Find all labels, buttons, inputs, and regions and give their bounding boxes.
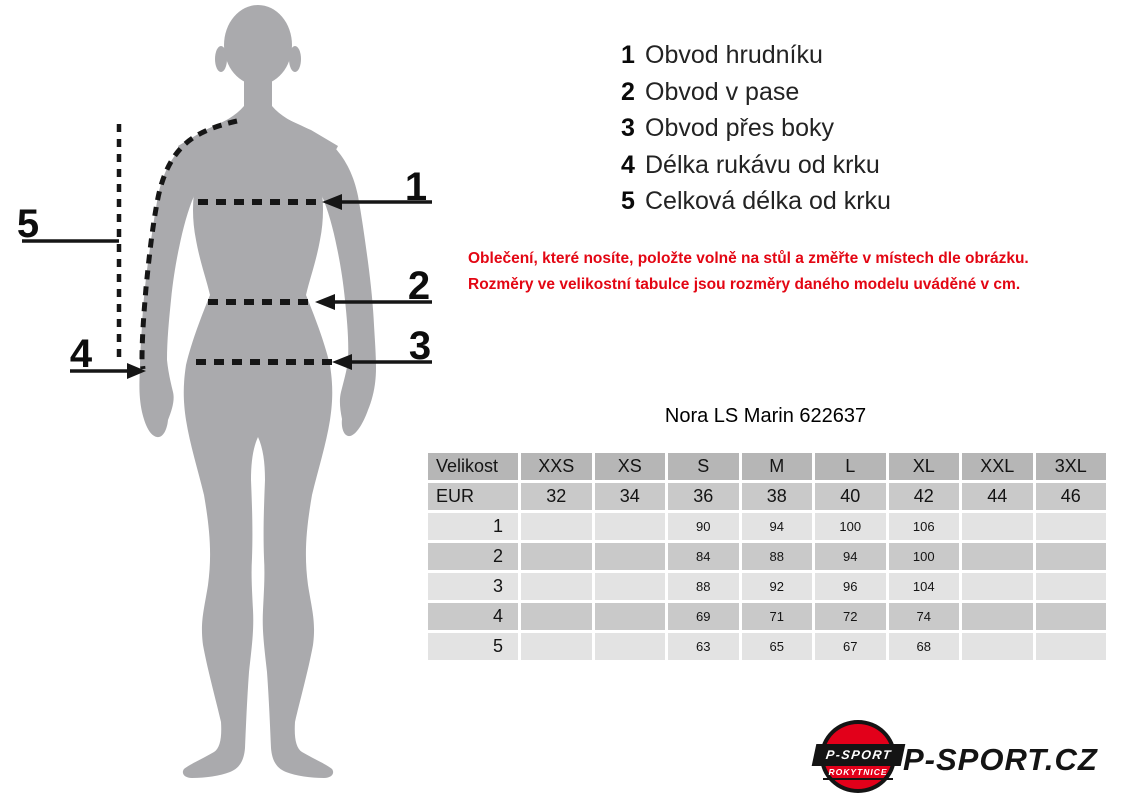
header-size: L (814, 452, 888, 482)
product-title: Nora LS Marin 622637 (664, 405, 867, 427)
cell: 63 (667, 632, 741, 662)
cell: 84 (667, 542, 741, 572)
row-label: 5 (427, 632, 520, 662)
eur-row (427, 482, 1108, 512)
cell: 100 (814, 512, 888, 542)
cell (1034, 572, 1108, 602)
measure-row-5 (427, 632, 1108, 662)
cell: 90 (667, 512, 741, 542)
measuring-instructions-note (468, 246, 1123, 297)
cell: 88 (667, 572, 741, 602)
cell: 104 (887, 572, 961, 602)
cell: 68 (887, 632, 961, 662)
eur-value: 36 (667, 482, 741, 512)
female-body-silhouette (139, 5, 376, 778)
cell: 88 (740, 542, 814, 572)
header-size: XL (887, 452, 961, 482)
cell (961, 512, 1035, 542)
header-size: XXL (961, 452, 1035, 482)
row-label: 2 (427, 542, 520, 572)
header-size: XXS (520, 452, 594, 482)
header-size: 3XL (1034, 452, 1108, 482)
measure-row-3 (427, 572, 1108, 602)
measurement-diagram (0, 0, 470, 794)
cell (961, 602, 1035, 632)
cell: 96 (814, 572, 888, 602)
legend-label: Obvod přes boky (645, 114, 834, 142)
cell (593, 602, 667, 632)
header-size: M (740, 452, 814, 482)
cell: 72 (814, 602, 888, 632)
cell (593, 572, 667, 602)
measurement-legend (621, 37, 891, 220)
row-label: 4 (427, 602, 520, 632)
cell: 94 (814, 542, 888, 572)
measure-label-waist: 2 (407, 264, 431, 308)
size-table (425, 450, 1109, 663)
row-label: 3 (427, 572, 520, 602)
cell: 94 (740, 512, 814, 542)
legend-item-chest (621, 37, 891, 74)
header-size: XS (593, 452, 667, 482)
psport-badge-text: P-SPORT (824, 748, 893, 762)
header-velikost: Velikost (427, 452, 520, 482)
legend-label: Délka rukávu od krku (645, 150, 880, 179)
size-chart (425, 404, 1106, 663)
silhouette-torso-legs (178, 106, 338, 778)
cell: 106 (887, 512, 961, 542)
measure-row-2 (427, 542, 1108, 572)
cell: 74 (887, 602, 961, 632)
cell (961, 632, 1035, 662)
cell: 92 (740, 572, 814, 602)
measure-label-hips: 3 (408, 324, 432, 368)
measure-label-length: 5 (16, 202, 40, 246)
measure-label-chest: 1 (404, 165, 428, 209)
row-label: 1 (427, 512, 520, 542)
cell (961, 572, 1035, 602)
eur-value: 46 (1034, 482, 1108, 512)
eur-value: 44 (961, 482, 1035, 512)
psport-badge-subtext: ROKYTNICE (823, 767, 893, 780)
legend-label: Celková délka od krku (645, 187, 891, 215)
hips-arrow-icon (332, 354, 352, 370)
cell: 69 (667, 602, 741, 632)
cell (593, 512, 667, 542)
note-line-1: Oblečení, které nosíte, položte volně na stůl a změřte v místech dle obrázku. (468, 250, 1029, 267)
waist-arrow-icon (315, 294, 335, 310)
cell: 67 (814, 632, 888, 662)
legend-num: 5 (621, 187, 635, 215)
cell (961, 542, 1035, 572)
header-size: S (667, 452, 741, 482)
legend-num: 4 (621, 150, 635, 179)
measure-row-4 (427, 602, 1108, 632)
legend-item-waist (621, 74, 891, 111)
eur-value: 42 (887, 482, 961, 512)
eur-value: 32 (520, 482, 594, 512)
cell: 71 (740, 602, 814, 632)
legend-item-length (621, 183, 891, 220)
measure-label-sleeve: 4 (69, 332, 93, 376)
legend-item-sleeve (621, 147, 891, 184)
legend-num: 3 (621, 114, 635, 142)
measure-row-1 (427, 512, 1108, 542)
eur-label: EUR (427, 482, 520, 512)
eur-value: 40 (814, 482, 888, 512)
cell (520, 572, 594, 602)
silhouette-neck (244, 66, 272, 112)
eur-value: 38 (740, 482, 814, 512)
legend-item-hips (621, 110, 891, 147)
cell (520, 602, 594, 632)
cell (593, 632, 667, 662)
cell (520, 632, 594, 662)
psport-logo (814, 719, 1123, 794)
psport-badge-band (812, 744, 906, 766)
cell (1034, 542, 1108, 572)
cell (1034, 512, 1108, 542)
cell (593, 542, 667, 572)
cell (520, 512, 594, 542)
cell (1034, 632, 1108, 662)
cell: 100 (887, 542, 961, 572)
note-line-2: Rozměry ve velikostní tabulce jsou rozměry daného modelu uváděné v cm. (468, 275, 1021, 293)
psport-wordmark: P-SPORT.CZ (903, 742, 1098, 777)
size-table-header-row (427, 452, 1108, 482)
legend-num: 2 (621, 77, 635, 106)
eur-value: 34 (593, 482, 667, 512)
cell (520, 542, 594, 572)
cell: 65 (740, 632, 814, 662)
legend-num: 1 (621, 41, 635, 69)
body-diagram-svg (0, 0, 470, 794)
cell (1034, 602, 1108, 632)
legend-label: Obvod hrudníku (645, 41, 823, 69)
legend-label: Obvod v pase (645, 77, 800, 106)
